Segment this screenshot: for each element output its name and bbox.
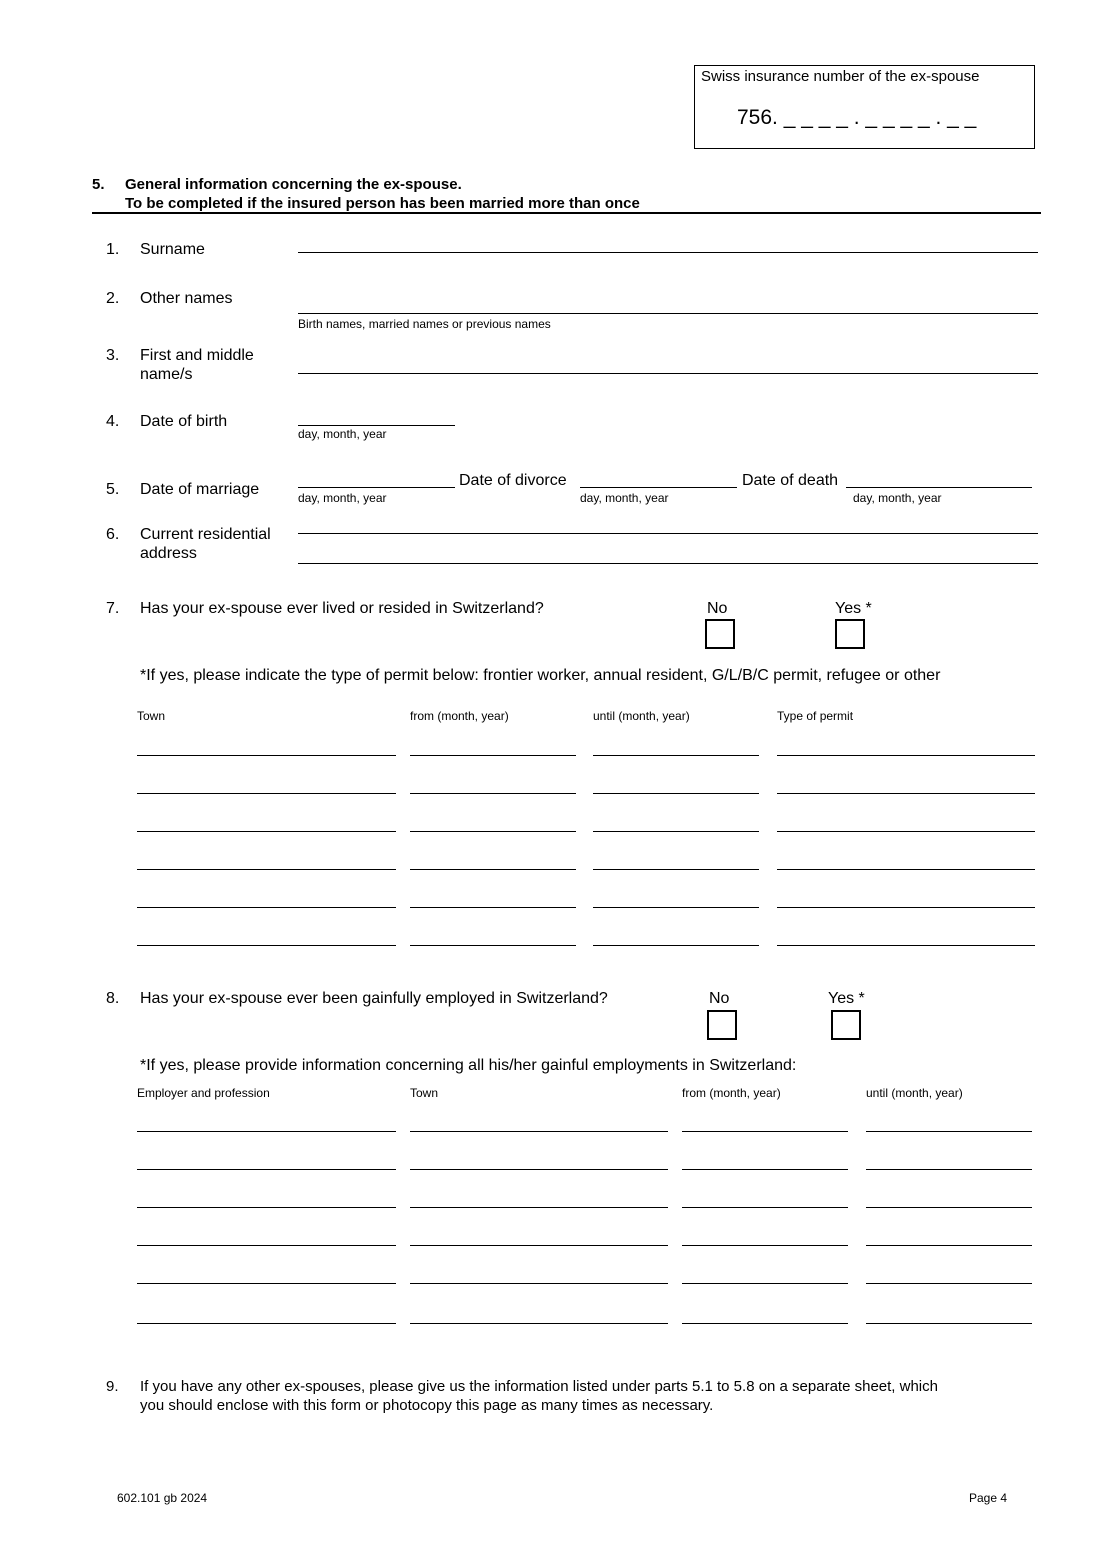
residence-row1-col4-input[interactable] <box>777 755 1035 756</box>
employment-row3-col1-input[interactable] <box>137 1207 396 1208</box>
other-names-hint: Birth names, married names or previous names <box>298 317 551 331</box>
employment-row3-col4-input[interactable] <box>866 1207 1032 1208</box>
dob-hint: day, month, year <box>298 427 387 441</box>
residence-row1-col2-input[interactable] <box>410 755 576 756</box>
divorce-date-input[interactable] <box>580 487 737 488</box>
employment-row6-col1-input[interactable] <box>137 1323 396 1324</box>
surname-label: Surname <box>140 241 205 258</box>
employment-no-checkbox[interactable] <box>707 1010 737 1040</box>
residence-col-until: until (month, year) <box>593 709 690 723</box>
other-spouses-text-cont: you should enclose with this form or photocopy this page as many times as necessary. <box>140 1397 714 1414</box>
residence-row4-col2-input[interactable] <box>410 869 576 870</box>
death-date-label: Date of death <box>742 472 839 489</box>
employment-row6-col4-input[interactable] <box>866 1323 1032 1324</box>
marriage-date-input[interactable] <box>298 487 455 488</box>
section-number: 5. <box>92 176 105 193</box>
employment-col-until: until (month, year) <box>866 1086 963 1100</box>
question-number-8: 8. <box>106 990 120 1007</box>
residence-col-from: from (month, year) <box>410 709 509 723</box>
question-number-9: 9. <box>106 1378 119 1395</box>
employment-question: Has your ex-spouse ever been gainfully employed in Switzerland? <box>140 990 608 1007</box>
divorce-date-label: Date of divorce <box>459 472 567 489</box>
residence-col-town: Town <box>137 709 166 723</box>
divorce-date-hint: day, month, year <box>580 491 669 505</box>
employment-col-employer: Employer and profession <box>137 1086 270 1100</box>
other-names-label: Other names <box>140 290 233 307</box>
employment-row4-col4-input[interactable] <box>866 1245 1032 1246</box>
residence-row1-col1-input[interactable] <box>137 755 396 756</box>
residence-yes-label: Yes * <box>835 600 872 617</box>
employment-row6-col2-input[interactable] <box>410 1323 668 1324</box>
field-number-6: 6. <box>106 526 120 543</box>
first-names-input[interactable] <box>298 373 1038 374</box>
page-number: Page 4 <box>969 1491 1008 1505</box>
insurance-number-field[interactable]: 756. _ _ _ _ . _ _ _ _ . _ _ <box>737 106 977 129</box>
employment-row3-col3-input[interactable] <box>682 1207 848 1208</box>
residence-row4-col1-input[interactable] <box>137 869 396 870</box>
dob-input[interactable] <box>298 425 455 426</box>
residence-row3-col2-input[interactable] <box>410 831 576 832</box>
employment-row2-col3-input[interactable] <box>682 1169 848 1170</box>
death-date-input[interactable] <box>846 487 1032 488</box>
residence-row2-col2-input[interactable] <box>410 793 576 794</box>
residence-no-checkbox[interactable] <box>705 619 735 649</box>
other-names-input[interactable] <box>298 313 1038 314</box>
form-code: 602.101 gb 2024 <box>117 1491 208 1505</box>
address-label: Current residential <box>140 526 271 543</box>
residence-row1-col3-input[interactable] <box>593 755 759 756</box>
employment-row3-col2-input[interactable] <box>410 1207 668 1208</box>
residence-row6-col3-input[interactable] <box>593 945 759 946</box>
address-input-line-2[interactable] <box>298 563 1038 564</box>
employment-row2-col1-input[interactable] <box>137 1169 396 1170</box>
residence-question: Has your ex-spouse ever lived or resided in Switzerland? <box>140 600 544 617</box>
residence-row4-col4-input[interactable] <box>777 869 1035 870</box>
residence-row5-col1-input[interactable] <box>137 907 396 908</box>
employment-row4-col2-input[interactable] <box>410 1245 668 1246</box>
address-label-cont: address <box>140 545 197 562</box>
residence-row3-col3-input[interactable] <box>593 831 759 832</box>
residence-row6-col4-input[interactable] <box>777 945 1035 946</box>
section-divider <box>92 212 1041 214</box>
employment-row4-col1-input[interactable] <box>137 1245 396 1246</box>
first-names-label: First and middle <box>140 347 254 364</box>
residence-row3-col1-input[interactable] <box>137 831 396 832</box>
dob-label: Date of birth <box>140 413 228 430</box>
employment-col-from: from (month, year) <box>682 1086 781 1100</box>
residence-row6-col2-input[interactable] <box>410 945 576 946</box>
marriage-date-hint: day, month, year <box>298 491 387 505</box>
employment-note: *If yes, please provide information concerning all his/her gainful employments in Switzerland: <box>140 1057 797 1074</box>
residence-row3-col4-input[interactable] <box>777 831 1035 832</box>
field-number-3: 3. <box>106 347 120 364</box>
employment-row4-col3-input[interactable] <box>682 1245 848 1246</box>
insurance-number-box <box>694 65 1035 149</box>
residence-note: *If yes, please indicate the type of permit below: frontier worker, annual resident, G/L/B/C permit, refugee or other <box>140 667 941 684</box>
employment-yes-checkbox[interactable] <box>831 1010 861 1040</box>
employment-row1-col2-input[interactable] <box>410 1131 668 1132</box>
employment-row1-col3-input[interactable] <box>682 1131 848 1132</box>
insurance-number-label: Swiss insurance number of the ex-spouse <box>701 68 980 85</box>
surname-input[interactable] <box>298 252 1038 253</box>
residence-row5-col4-input[interactable] <box>777 907 1035 908</box>
employment-yes-label: Yes * <box>828 990 865 1007</box>
employment-row2-col4-input[interactable] <box>866 1169 1032 1170</box>
residence-row6-col1-input[interactable] <box>137 945 396 946</box>
employment-row5-col1-input[interactable] <box>137 1283 396 1284</box>
section-subtitle: To be completed if the insured person has been married more than once <box>125 195 640 212</box>
employment-no-label: No <box>709 990 730 1007</box>
field-number-4: 4. <box>106 413 120 430</box>
residence-row2-col1-input[interactable] <box>137 793 396 794</box>
section-title: General information concerning the ex-spouse. <box>125 176 462 193</box>
employment-row5-col3-input[interactable] <box>682 1283 848 1284</box>
residence-row2-col3-input[interactable] <box>593 793 759 794</box>
employment-row2-col2-input[interactable] <box>410 1169 668 1170</box>
employment-row1-col4-input[interactable] <box>866 1131 1032 1132</box>
field-number-2: 2. <box>106 290 120 307</box>
employment-row6-col3-input[interactable] <box>682 1323 848 1324</box>
residence-row5-col2-input[interactable] <box>410 907 576 908</box>
marriage-date-label: Date of marriage <box>140 481 260 498</box>
residence-row4-col3-input[interactable] <box>593 869 759 870</box>
employment-row5-col2-input[interactable] <box>410 1283 668 1284</box>
first-names-label-cont: name/s <box>140 366 193 383</box>
other-spouses-text: If you have any other ex-spouses, please give us the information listed under parts 5.1 to 5.8 on a separate sheet, which <box>140 1378 938 1395</box>
death-date-hint: day, month, year <box>853 491 942 505</box>
residence-col-permit: Type of permit <box>777 709 854 723</box>
residence-row2-col4-input[interactable] <box>777 793 1035 794</box>
question-number-7: 7. <box>106 600 120 617</box>
residence-no-label: No <box>707 600 728 617</box>
employment-row1-col1-input[interactable] <box>137 1131 396 1132</box>
field-number-5: 5. <box>106 481 120 498</box>
field-number-1: 1. <box>106 241 120 258</box>
residence-row5-col3-input[interactable] <box>593 907 759 908</box>
employment-col-town: Town <box>410 1086 439 1100</box>
residence-yes-checkbox[interactable] <box>835 619 865 649</box>
address-input-line-1[interactable] <box>298 533 1038 534</box>
employment-row5-col4-input[interactable] <box>866 1283 1032 1284</box>
